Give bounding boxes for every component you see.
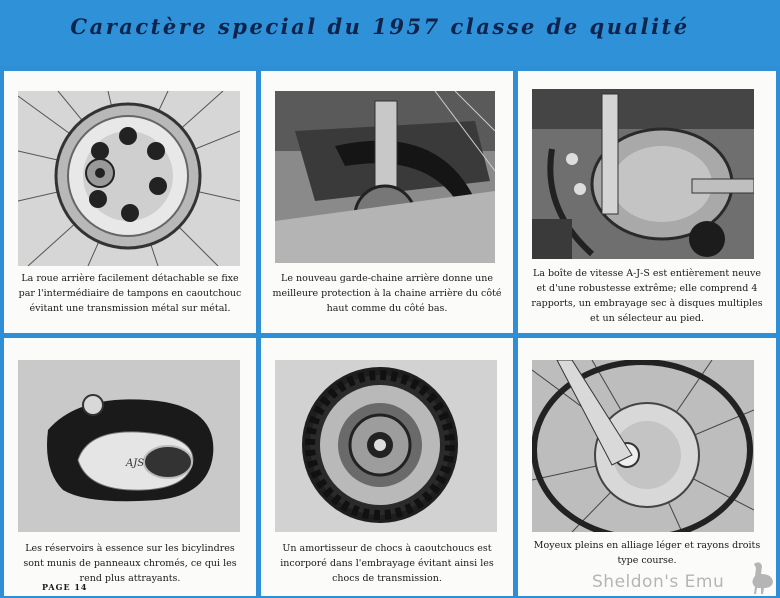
feature-panel-chain-guard	[261, 71, 513, 333]
chain-guard-photo	[275, 91, 495, 263]
feature-panel-clutch	[261, 338, 513, 596]
panel-caption: Un amortisseur de chocs à caoutchoucs est incorporé dans l'embrayage évitant ainsi les chocs de transmission.	[280, 543, 494, 584]
feature-panel-rear-wheel	[4, 71, 256, 333]
ajs-badge-text: AJS	[126, 458, 145, 469]
clutch-sprocket-photo	[275, 360, 497, 532]
feature-panel-front-hub	[518, 338, 776, 596]
panel-caption: Les réservoirs à essence sur les bicylindres sont munis de panneaux chromés, ce qui les rend plus attrayants.	[23, 543, 237, 584]
watermark-text: Sheldon's Emu	[592, 572, 725, 592]
panel-caption: La roue arrière facilement détachable se fixe par l'intermédiaire de tampons en caoutchouc évitant une transmission métal sur métal.	[18, 273, 242, 314]
page-title: Caractère special du 1957 classe de qualité	[70, 14, 690, 39]
page-number: PAGE 14	[42, 582, 88, 592]
panel-caption: Le nouveau garde-chaine arrière donne une meilleure protection à la chaine arrière du côté haut comme du côté bas.	[272, 273, 502, 314]
feature-panel-gearbox	[518, 71, 776, 333]
rear-wheel-hub-photo	[18, 91, 240, 266]
panel-caption: Moyeux pleins en alliage léger et rayons droits type course.	[533, 540, 761, 566]
fuel-tank-photo	[18, 360, 240, 532]
header-band	[0, 0, 780, 66]
front-hub-photo	[532, 360, 754, 532]
feature-panel-fuel-tank	[4, 338, 256, 596]
gearbox-photo	[532, 89, 754, 259]
emu-logo-icon	[746, 560, 776, 594]
panel-caption: La boîte de vitesse A-J-S est entièrement neuve et d'une robustesse extrême; elle comprend 4 rapports, un embrayage sec à disques multiples et un sélecteur au pied.	[531, 268, 763, 324]
